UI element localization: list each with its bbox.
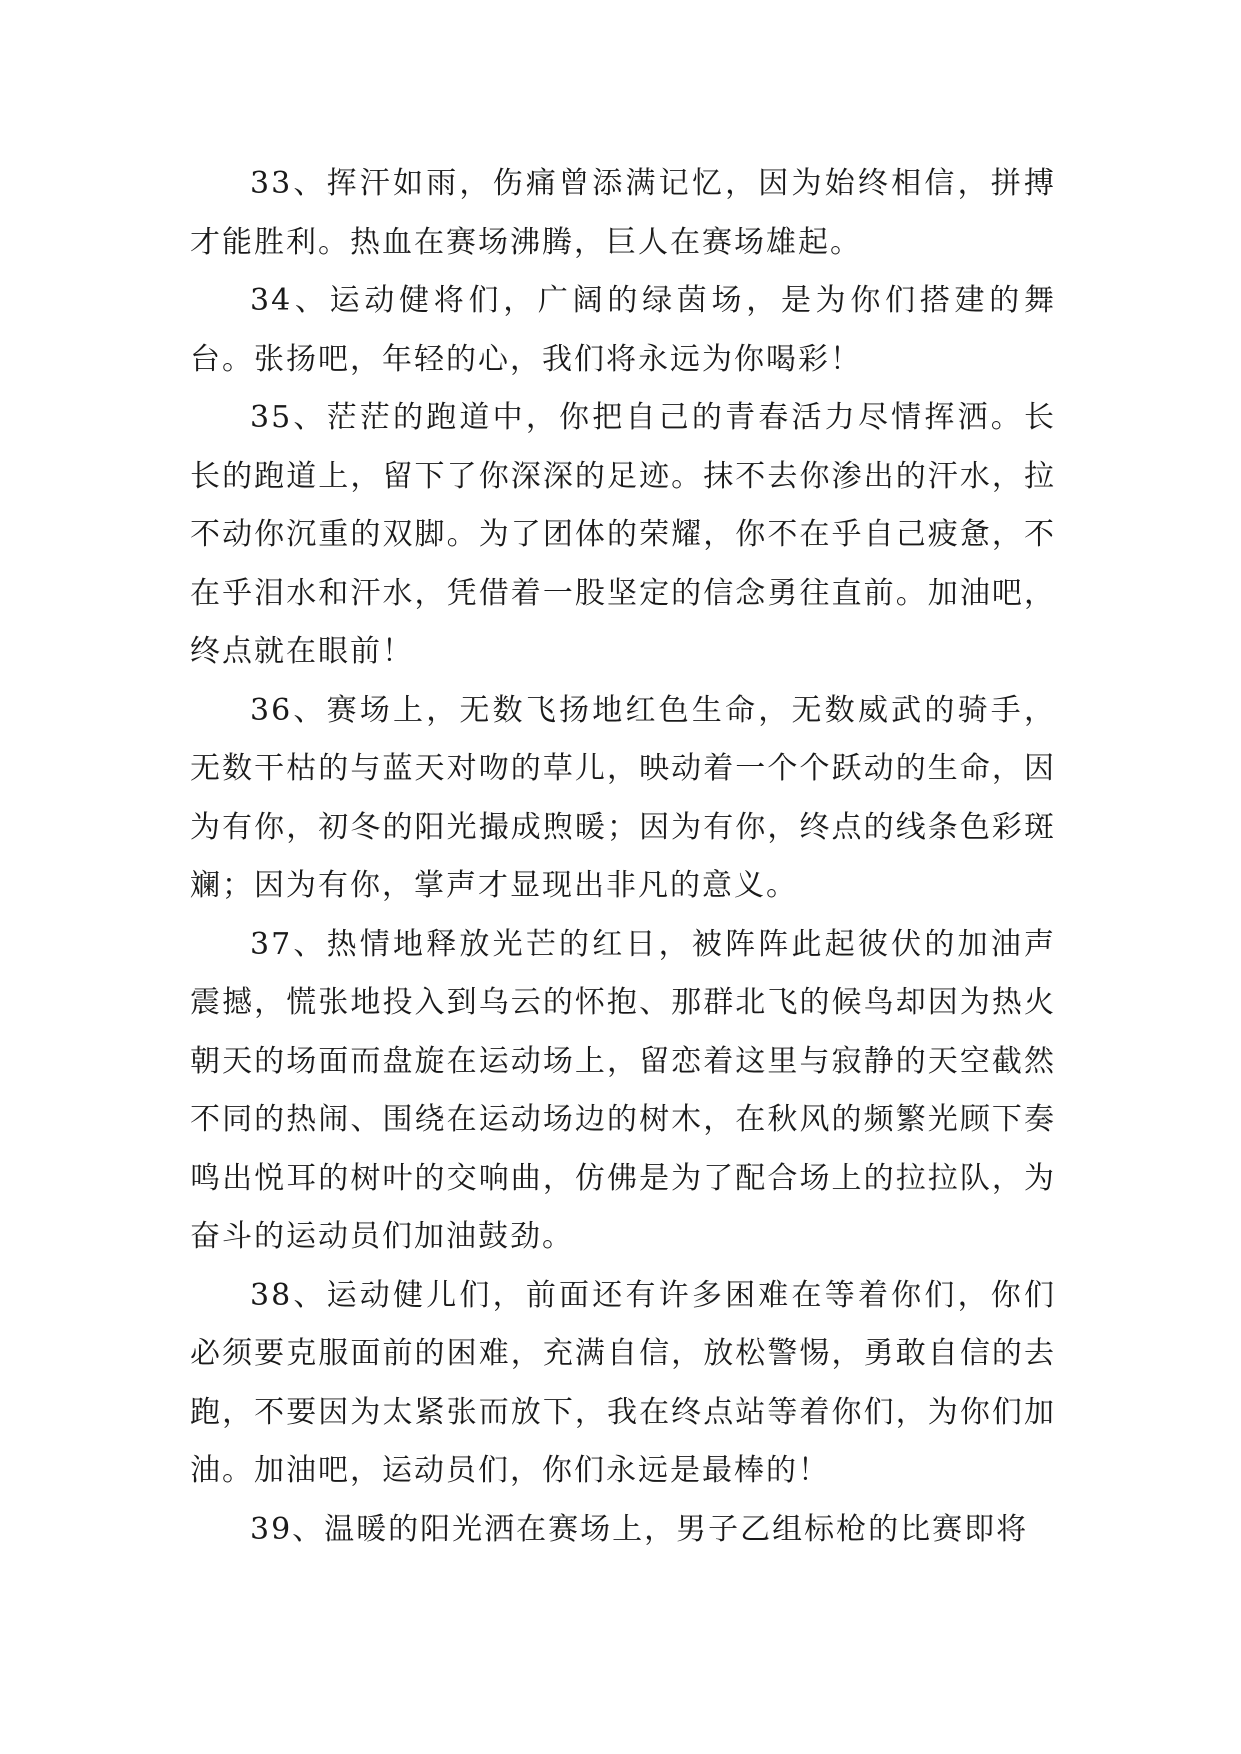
- paragraph-38: 38、运动健儿们，前面还有许多困难在等着你们，你们必须要克服面前的困难，充满自信，放松警惕，勇敢自信的去跑，不要因为太紧张而放下，我在终点站等着你们，为你们加油。加油吧，运动员们，你们永远是最棒的！: [190, 1277, 1056, 1488]
- paragraph-35: 35、茫茫的跑道中，你把自己的青春活力尽情挥洒。长长的跑道上，留下了你深深的足迹。抹不去你渗出的汗水，拉不动你沉重的双脚。为了团体的荣耀，你不在乎自己疲惫，不在乎泪水和汗水，凭借着一股坚定的信念勇往直前。加油吧，终点就在眼前！: [190, 400, 1056, 669]
- paragraph-36: 36、赛场上，无数飞扬地红色生命，无数威武的骑手，无数干枯的与蓝天对吻的草儿，映动着一个个跃动的生命，因为有你，初冬的阳光撮成煦暖；因为有你，终点的线条色彩斑斓；因为有你，掌声才显现出非凡的意义。: [190, 692, 1056, 903]
- paragraph-39: 39、温暖的阳光洒在赛场上，男子乙组标枪的比赛即将: [250, 1511, 1029, 1547]
- document-body: [190, 155, 1056, 1559]
- paragraph-34: 34、运动健将们，广阔的绿茵场，是为你们搭建的舞台。张扬吧，年轻的心，我们将永远为你喝彩！: [190, 283, 1056, 377]
- paragraph-33: 33、挥汗如雨，伤痛曾添满记忆，因为始终相信，拼搏才能胜利。热血在赛场沸腾，巨人在赛场雄起。: [190, 166, 1056, 260]
- paragraph-37: 37、热情地释放光芒的红日，被阵阵此起彼伏的加油声震撼，慌张地投入到乌云的怀抱、那群北飞的候鸟却因为热火朝天的场面而盘旋在运动场上，留恋着这里与寂静的天空截然不同的热闹、围绕在运动场边的树木，在秋风的频繁光顾下奏鸣出悦耳的树叶的交响曲，仿佛是为了配合场上的拉拉队，为奋斗的运动员们加油鼓劲。: [190, 926, 1056, 1254]
